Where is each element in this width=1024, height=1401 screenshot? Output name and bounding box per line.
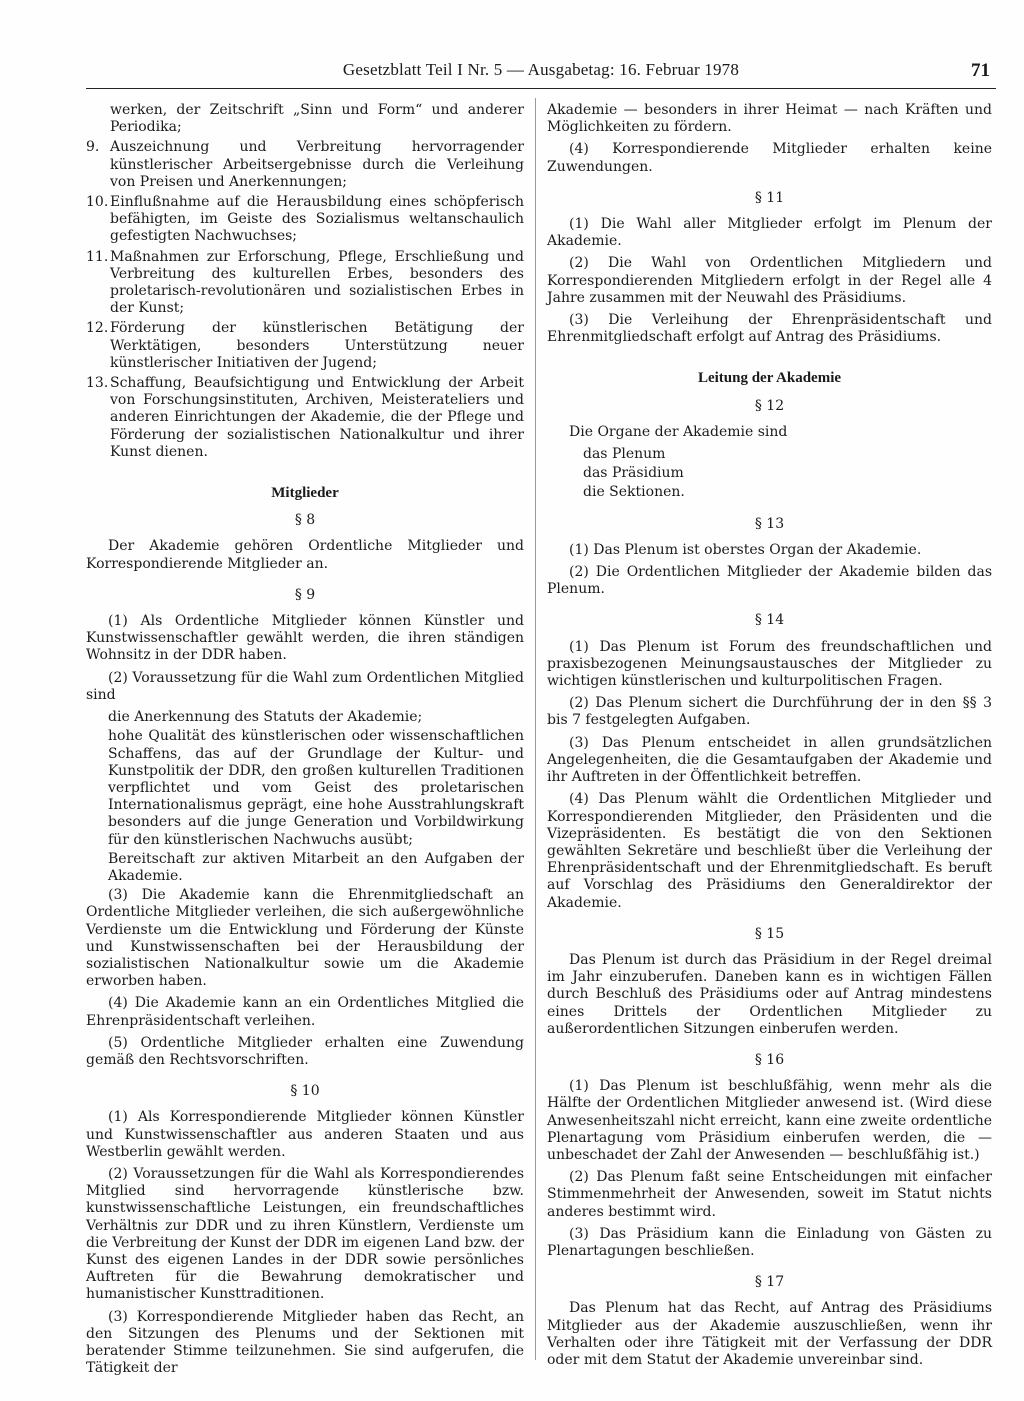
organ-item: das Plenum bbox=[583, 446, 666, 463]
list-item-text: Maßnahmen zur Erforschung, Pflege, Erschließung und Verbreitung des kulturellen Erbes, besonders des proletarisch-revolutionären und sozialistischen Erbes in der Kunst; bbox=[110, 248, 524, 317]
paragraph-text: (4) Korrespondierende Mitglieder erhalten keine Zuwendungen. bbox=[547, 141, 992, 175]
paragraph-text: (3) Korrespondierende Mitglieder haben das Recht, an den Sitzungen des Plenums und der Sektionen mit beratender Stimme teilzunehmen. Sie sind aufgerufen, die Tätigkeit der bbox=[86, 1308, 524, 1377]
page-number: 71 bbox=[971, 60, 990, 81]
section-heading-leitung: Leitung der Akademie bbox=[697, 370, 842, 387]
paragraph-title-13: § 13 bbox=[754, 515, 785, 532]
paragraph-title-9: § 9 bbox=[294, 586, 316, 603]
left-column bbox=[86, 102, 524, 1382]
paragraph-text: (4) Das Plenum wählt die Ordentlichen Mitglieder und Korrespondierenden Mitglieder, den Präsidenten und die Vizepräsidenten. Es bestätigt die von den Sektionen gewählten Sekretäre und beschließt über die Verleihung der Ehrenpräsidentschaft und der Ehrenmitgliedschaft. Es beruft auf Vorschlag des Präsidiums den Generaldirektor der Akademie. bbox=[547, 791, 992, 911]
paragraph-text: (2) Die Ordentlichen Mitglieder der Akademie bilden das Plenum. bbox=[547, 564, 992, 598]
list-item bbox=[86, 375, 524, 461]
paragraph-title-17: § 17 bbox=[754, 1274, 785, 1291]
right-column bbox=[547, 102, 992, 1374]
requirement-item: die Anerkennung des Statuts der Akademie; bbox=[108, 709, 423, 726]
requirement-item: Bereitschaft zur aktiven Mitarbeit an den Aufgaben der Akademie. bbox=[108, 850, 524, 884]
organ-item: die Sektionen. bbox=[583, 484, 685, 501]
paragraph-text: (2) Die Wahl von Ordentlichen Mitgliedern und Korrespondierenden Mitgliedern erfolgt in der Regel alle 4 Jahre zusammen mit der Neuwahl des Präsidiums. bbox=[547, 255, 992, 306]
paragraph-text: Die Organe der Akademie sind bbox=[569, 423, 788, 440]
paragraph-text: (1) Das Plenum ist Forum des freundschaftlichen und praxisbezogenen Meinungsaustausches der Mitglieder zu wichtigen künstlerischen und kulturpolitischen Fragen. bbox=[547, 638, 992, 690]
paragraph-text: (1) Das Plenum ist beschlußfähig, wenn mehr als die Hälfte der Ordentlichen Mitglieder anwesend ist. (Wird diese Anwesenheitszahl nicht erreicht, kann eine zweite ordentliche Plenartagung vom Präsidium einberufen werden, die — unbeschadet der Zahl der Anwesenden — beschlußfähig ist.) bbox=[547, 1078, 992, 1163]
list-item-number: 10. bbox=[86, 194, 109, 211]
list-item-text: Schaffung, Beaufsichtigung und Entwicklung der Arbeit von Forschungsinstituten, Archiven, Meisterateliers und anderen Einrichtungen der Akademie, die der Pflege und Förderung der sozialistischen Nationalkultur und ihrer Kunst dienen. bbox=[110, 375, 524, 460]
organ-item: das Präsidium bbox=[583, 465, 684, 482]
list-item-number: 11. bbox=[86, 248, 109, 265]
paragraph-title-12: § 12 bbox=[754, 397, 785, 414]
list-item bbox=[86, 249, 524, 318]
paragraph-text: (2) Das Plenum sichert die Durchführung der in den §§ 3 bis 7 festgelegten Aufgaben. bbox=[547, 695, 992, 729]
paragraph-title-11: § 11 bbox=[754, 189, 785, 206]
paragraph-text: (4) Die Akademie kann an ein Ordentliches Mitglied die Ehrenpräsidentschaft verleihen. bbox=[86, 995, 524, 1029]
list-item-continuation: werken, der Zeitschrift „Sinn und Form“ und anderer Periodika; bbox=[110, 102, 524, 136]
paragraph-title-10: § 10 bbox=[290, 1083, 320, 1100]
list-item-text: Einflußnahme auf die Herausbildung eines schöpferisch befähigten, im Geiste des Sozialismus weltanschaulich gefestigten Nachwuchses; bbox=[110, 194, 524, 245]
paragraph-title-14: § 14 bbox=[754, 612, 785, 629]
list-item-text: Förderung der künstlerischen Betätigung der Werktätigen, besonders Unterstützung neuer künstlerischer Initiativen der Jugend; bbox=[110, 320, 524, 371]
list-item-number: 12. bbox=[86, 320, 109, 337]
paragraph-text: (2) Das Plenum faßt seine Entscheidungen mit einfacher Stimmenmehrheit der Anwesenden, soweit im Statut nichts anderes bestimmt wird. bbox=[547, 1169, 992, 1220]
list-item bbox=[86, 194, 524, 246]
paragraph-title-16: § 16 bbox=[754, 1051, 785, 1068]
list-item bbox=[86, 320, 524, 372]
paragraph-continuation: Akademie — besonders in ihrer Heimat — nach Kräften und Möglichkeiten zu fördern. bbox=[547, 102, 992, 136]
paragraph-text: (3) Die Akademie kann die Ehrenmitgliedschaft an Ordentliche Mitglieder verleihen, die sich außergewöhnliche Verdienste um die Entwicklung und Förderung der Künste und Kunstwissenschaften bei der Herausbildung der sozialistischen Nationalkultur sowie um die Akademie erworben haben. bbox=[86, 887, 524, 990]
paragraph-text: Das Plenum hat das Recht, auf Antrag des Präsidiums Mitglieder aus der Akademie auszuschließen, wenn ihr Verhalten oder ihre Tätigkeit mit der Verfassung der DDR oder mit dem Statut der Akademie unvereinbar sind. bbox=[547, 1300, 992, 1368]
requirement-item: hohe Qualität des künstlerischen oder wissenschaftlichen Schaffens, das auf der Grundlage der Kultur- und Kunstpolitik der DDR, den großen kulturellen Traditionen verpflichtet und vom Geist des proletarischen Internationalismus geprägt, eine hohe Ausstrahlungskraft besonders auf die junge Generation und Vorbildwirkung für den künstlerischen Nachwuchs ausübt; bbox=[108, 728, 524, 848]
paragraph-text: Das Plenum ist durch das Präsidium in der Regel dreimal im Jahr einzuberufen. Daneben kann es in wichtigen Fällen durch Beschluß des Präsidiums oder auf Antrag mindestens eines Drittels der Ordentlichen Mitglieder zu außerordentlichen Sitzungen einberufen werden. bbox=[547, 951, 992, 1037]
paragraph-title-8: § 8 bbox=[294, 512, 316, 529]
paragraph-text: (3) Das Präsidium kann die Einladung von Gästen zu Plenartagungen beschließen. bbox=[547, 1225, 992, 1259]
paragraph-text: (1) Das Plenum ist oberstes Organ der Akademie. bbox=[569, 541, 922, 558]
paragraph-text: (3) Die Verleihung der Ehrenpräsidentschaft und Ehrenmitgliedschaft erfolgt auf Antrag des Präsidiums. bbox=[547, 312, 992, 346]
paragraph-text: Der Akademie gehören Ordentliche Mitglieder und Korrespondierende Mitglieder an. bbox=[86, 538, 524, 572]
list-item-text: Auszeichnung und Verbreitung hervorragender künstlerischer Arbeitsergebnisse durch die Verleihung von Preisen und Anerkennungen; bbox=[110, 139, 524, 190]
running-head: Gesetzblatt Teil I Nr. 5 — Ausgabetag: 16. Februar 1978 bbox=[342, 60, 740, 79]
paragraph-text: (1) Als Ordentliche Mitglieder können Künstler und Kunstwissenschaftler gewählt werden, die ihren ständigen Wohnsitz in der DDR haben. bbox=[86, 613, 524, 664]
paragraph-text: (5) Ordentliche Mitglieder erhalten eine Zuwendung gemäß den Rechtsvorschriften. bbox=[86, 1034, 524, 1068]
list-item-number: 9. bbox=[86, 139, 100, 156]
section-heading-mitglieder: Mitglieder bbox=[271, 485, 339, 502]
list-item bbox=[86, 139, 524, 191]
column-divider bbox=[535, 98, 536, 1360]
paragraph-text: (3) Das Plenum entscheidet in allen grundsätzlichen Angelegenheiten, die die Gesamtaufgaben der Akademie und ihr Auftreten in der Öffentlichkeit betreffen. bbox=[547, 734, 992, 786]
paragraph-text: (2) Voraussetzung für die Wahl zum Ordentlichen Mitglied sind bbox=[86, 669, 524, 703]
paragraph-title-15: § 15 bbox=[754, 925, 785, 942]
paragraph-text: (1) Die Wahl aller Mitglieder erfolgt im Plenum der Akademie. bbox=[547, 216, 992, 250]
list-item-number: 13. bbox=[86, 375, 109, 392]
paragraph-text: (1) Als Korrespondierende Mitglieder können Künstler und Kunstwissenschaftler aus anderen Staaten und aus Westberlin gewählt werden. bbox=[86, 1109, 524, 1160]
paragraph-text: (2) Voraussetzungen für die Wahl als Korrespondierendes Mitglied sind hervorragende künstlerische bzw. kunstwissenschaftliche Leistungen, ein freundschaftliches Verhältnis zur DDR und zu ihren Künstlern, Verdienste um die Verbreitung der Kunst der DDR im eigenen Land bzw. der Kunst des eigenen Landes in der DDR sowie persönliches Auftreten für die Bewahrung demokratischer und humanistischer Kunsttraditionen. bbox=[86, 1165, 524, 1303]
page-header bbox=[86, 58, 996, 89]
